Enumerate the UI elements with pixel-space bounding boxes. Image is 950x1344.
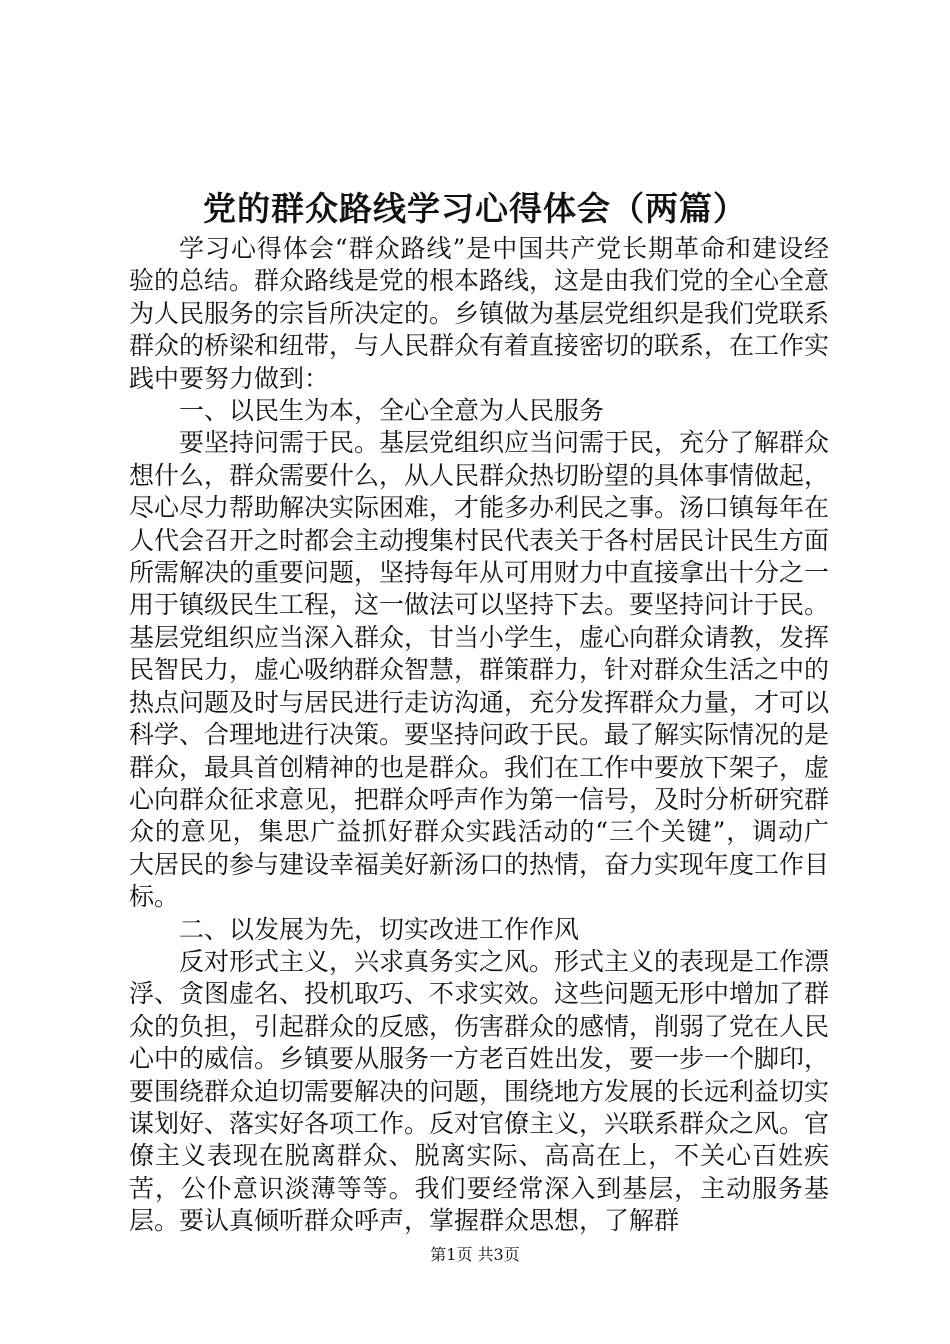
page-number: 第1页 共3页 bbox=[430, 1245, 520, 1264]
document-body bbox=[129, 233, 829, 1238]
section-heading-2: 二、以发展为先，切实改进工作作风 bbox=[179, 914, 580, 944]
document-title: 党的群众路线学习心得体会（两篇） bbox=[203, 189, 747, 228]
paragraph-section-2: 反对形式主义，兴求真务实之风。形式主义的表现是工作漂浮、贪图虚名、投机取巧、不求实效。这些问题无形中增加了群众的负担，引起群众的反感，伤害群众的感情，削弱了党在人民心中的威信。乡镇要从服务一方老百姓出发，要一步一个脚印，要围绕群众迫切需要解决的问题，围绕地方发展的长远利益切实谋划好、落实好各项工作。反对官僚主义，兴联系群众之风。官僚主义表现在脱离群众、脱离实际、高高在上，不关心百姓疾苦，公仆意识淡薄等等。我们要经常深入到基层，主动服务基层。要认真倾听群众呼声，掌握群众思想，了解群 bbox=[129, 946, 830, 1236]
paragraph-intro: 学习心得体会“群众路线”是中国共产党长期革命和建设经验的总结。群众路线是党的根本路线，这是由我们党的全心全意为人民服务的宗旨所决定的。乡镇做为基层党组织是我们党联系群众的桥梁和纽带，与人民群众有着直接密切的联系，在工作实践中要努力做到： bbox=[129, 234, 830, 393]
section-heading-1: 一、以民生为本，全心全意为人民服务 bbox=[179, 396, 605, 426]
paragraph-section-1: 要坚持问需于民。基层党组织应当问需于民，充分了解群众想什么，群众需要什么，从人民群众热切盼望的具体事情做起，尽心尽力帮助解决实际困难，才能多办利民之事。汤口镇每年在人代会召开之时都会主动搜集村民代表关于各村居民计民生方面所需解决的重要问题，坚持每年从可用财力中直接拿出十分之一用于镇级民生工程，这一做法可以坚持下去。要坚持问计于民。基层党组织应当深入群众，甘当小学生，虚心向群众请教，发挥民智民力，虚心吸纳群众智慧，群策群力，针对群众生活之中的热点问题及时与居民进行走访沟通，充分发挥群众力量，才可以科学、合理地进行决策。要坚持问政于民。最了解实际情况的是群众，最具首创精神的也是群众。我们在工作中要放下架子，虚心向群众征求意见，把群众呼声作为第一信号，及时分析研究群众的意见，集思广益抓好群众实践活动的“三个关键”，调动广大居民的参与建设幸福美好新汤口的热情，奋力实现年度工作目标。 bbox=[129, 428, 830, 912]
